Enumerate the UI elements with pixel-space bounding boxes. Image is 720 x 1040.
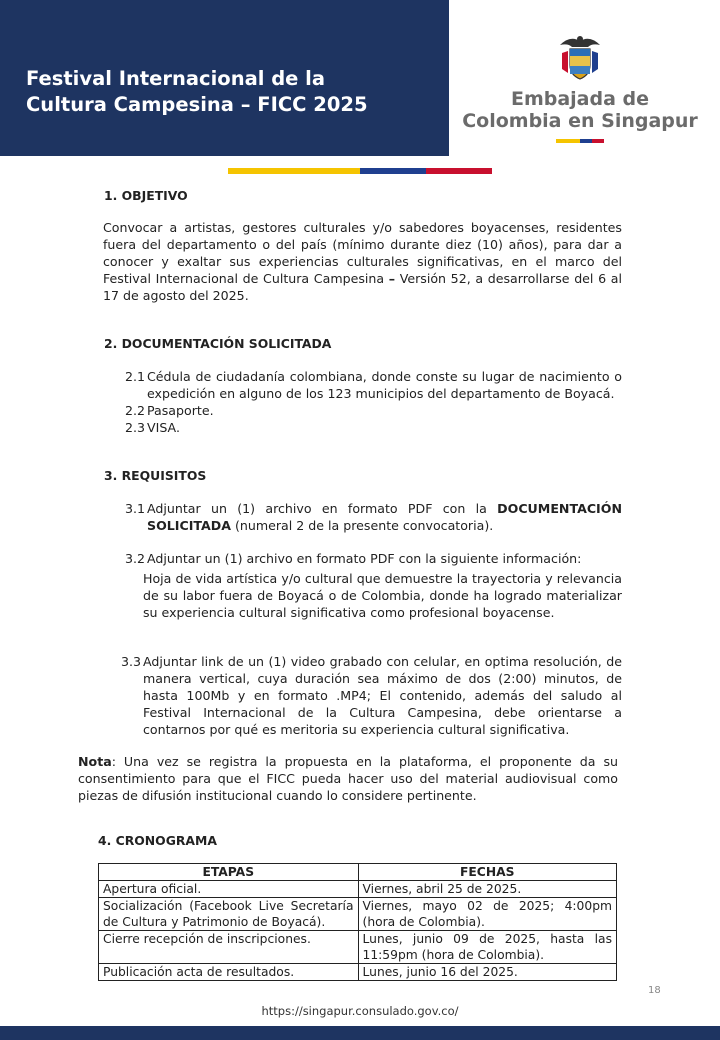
requisito-text: Adjuntar un (1) archivo en formato PDF con la bbox=[147, 501, 498, 516]
documentacion-list bbox=[125, 368, 622, 436]
table-cell: Lunes, junio 16 del 2025. bbox=[358, 964, 616, 981]
objetivo-text: Convocar a artistas, gestores culturales y/o sabedores boyacenses, residentes fuera del departamento o del país (mínimo durante diez (10) años), para dar a conocer y exaltar sus experiencias culturales significativas, en el marco del Festival Internacional de Cultura Campesina bbox=[103, 220, 622, 286]
requisito-text-end: (numeral 2 de la presente convocatoria). bbox=[230, 518, 494, 533]
embassy-line2: Colombia en Singapur bbox=[462, 110, 698, 132]
list-item-number: 3.1 bbox=[125, 501, 146, 516]
objetivo-text-end: Versión 52, a desarrollarse del 6 al 17 de agosto del 2025. bbox=[103, 271, 622, 303]
section-heading-documentacion: 2. DOCUMENTACIÓN SOLICITADA bbox=[104, 336, 332, 351]
festival-title-line2: Cultura Campesina – FICC 2025 bbox=[26, 93, 368, 116]
list-item bbox=[125, 368, 622, 402]
table-row bbox=[99, 964, 617, 981]
page-number: 18 bbox=[648, 985, 661, 996]
section-heading-objetivo: 1. OBJETIVO bbox=[104, 188, 188, 203]
requisito-3-1 bbox=[125, 500, 622, 534]
list-item-text: Adjuntar un (1) archivo en formato PDF con la siguiente información: bbox=[147, 551, 582, 566]
table-row bbox=[99, 931, 617, 964]
requisito-3-3 bbox=[121, 653, 622, 738]
footer-url-link[interactable]: https://singapur.consulado.gov.co/ bbox=[261, 1004, 459, 1018]
list-item bbox=[125, 419, 622, 436]
list-item bbox=[125, 402, 622, 419]
table-cell: Apertura oficial. bbox=[99, 881, 359, 898]
table-row bbox=[99, 881, 617, 898]
embassy-flag-stripe bbox=[556, 139, 604, 143]
list-item bbox=[125, 550, 622, 567]
section-heading-cronograma: 4. CRONOGRAMA bbox=[98, 833, 217, 848]
nota-paragraph bbox=[78, 753, 618, 804]
table-header-row bbox=[99, 864, 617, 881]
table-cell: Lunes, junio 09 de 2025, hasta las 11:59pm (hora de Colombia). bbox=[358, 931, 616, 964]
table-cell: Publicación acta de resultados. bbox=[99, 964, 359, 981]
list-item-text bbox=[147, 500, 622, 534]
requisito-sub-text: Hoja de vida artística y/o cultural que demuestre la trayectoria y relevancia de su labor fuera de Boyacá o de Colombia, donde ha logrado materializar su experiencia cultural significativa como profesional boyacense. bbox=[143, 571, 622, 620]
column-header-fechas: FECHAS bbox=[358, 864, 616, 881]
list-item-number: 3.3 bbox=[121, 654, 142, 669]
table-cell: Socialización (Facebook Live Secretaría de Cultura y Patrimonio de Boyacá). bbox=[99, 898, 359, 931]
list-item-text: Cédula de ciudadanía colombiana, donde conste su lugar de nacimiento o expedición en alguno de los 123 municipios del departamento de Boyacá. bbox=[147, 369, 622, 401]
table-cell: Viernes, abril 25 de 2025. bbox=[358, 881, 616, 898]
colombia-coat-of-arms-icon bbox=[556, 33, 604, 83]
cronograma-table bbox=[98, 863, 617, 981]
nota-text: : Una vez se registra la propuesta en la plataforma, el proponente da su consentimiento para que el FICC pueda hacer uso del material audiovisual como piezas de difusión institucional cuando lo considere pertinente. bbox=[78, 754, 618, 803]
table-cell: Cierre recepción de inscripciones. bbox=[99, 931, 359, 964]
embassy-line1: Embajada de bbox=[510, 88, 650, 110]
requisito-bold: DOCUMENTACIÓN SOLICITADA bbox=[147, 501, 622, 533]
festival-title-line1: Festival Internacional de la bbox=[26, 67, 326, 90]
embassy-name bbox=[458, 88, 702, 132]
list-item-text: VISA. bbox=[147, 420, 180, 435]
nota-label: Nota bbox=[78, 754, 112, 769]
list-item-number: 2.2 bbox=[125, 403, 146, 418]
objetivo-paragraph bbox=[103, 219, 622, 304]
table-row bbox=[99, 898, 617, 931]
requisito-3-2 bbox=[125, 550, 622, 621]
list-item-number: 2.3 bbox=[125, 420, 146, 435]
column-header-etapas: ETAPAS bbox=[99, 864, 359, 881]
list-item-number: 3.2 bbox=[125, 551, 146, 566]
list-item-text: Pasaporte. bbox=[147, 403, 214, 418]
section-heading-requisitos: 3. REQUISITOS bbox=[104, 468, 207, 483]
objetivo-dash: – bbox=[388, 271, 396, 286]
tricolor-divider bbox=[228, 168, 492, 174]
footer-banner bbox=[0, 1026, 720, 1040]
list-item-text: Adjuntar link de un (1) video grabado con celular, en optima resolución, de manera vertical, cuya duración sea máximo de dos (2:00) minutos, de hasta 100Mb y en formato .MP4; El contenido, además del saludo al Festival Internacional de la Cultura Campesina, debe orientarse a contarnos por qué es meritoria su experiencia cultural significativa. bbox=[143, 654, 622, 737]
festival-title bbox=[26, 66, 426, 118]
list-item-number: 2.1 bbox=[125, 369, 146, 384]
table-cell: Viernes, mayo 02 de 2025; 4:00pm (hora de Colombia). bbox=[358, 898, 616, 931]
